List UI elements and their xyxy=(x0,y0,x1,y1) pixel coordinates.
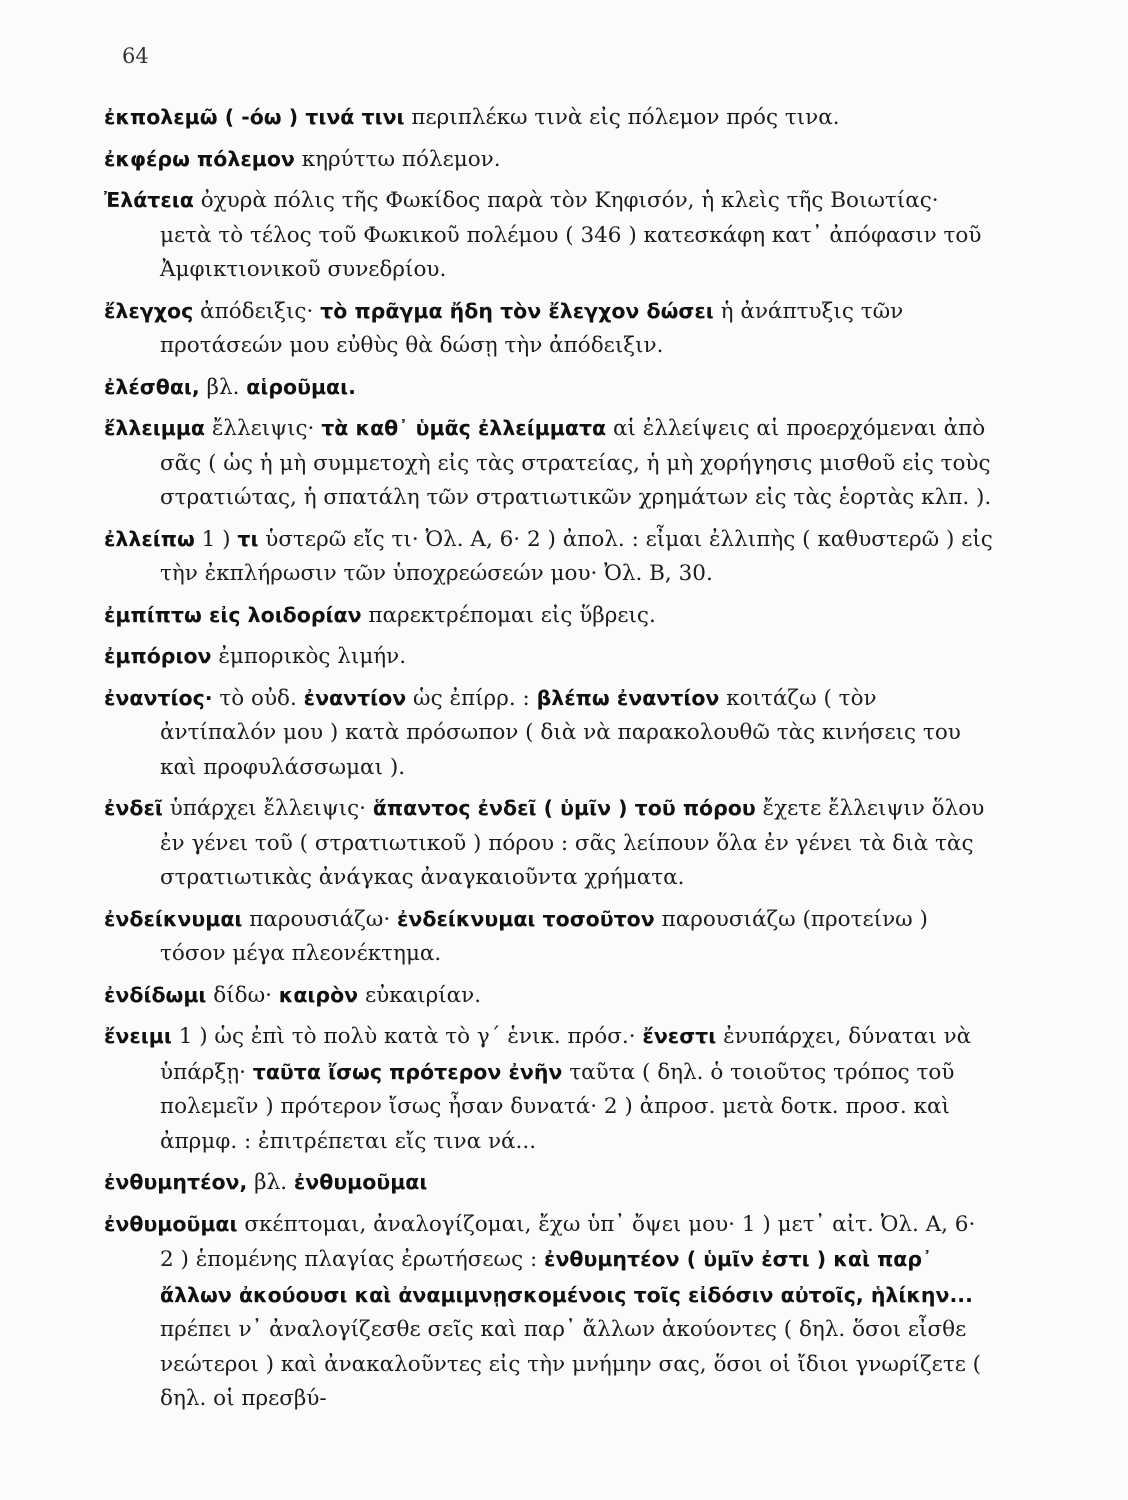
entry-term: ἐναντίον xyxy=(303,685,407,710)
dictionary-entry xyxy=(104,1207,994,1417)
entry-term: ἐνθυμητέον, xyxy=(104,1170,248,1194)
entry-definition: ταῦτα ( δηλ. ὁ τοιοῦτος τρόπος τοῦ πολεμεῖν ) πρότερον ἴσως ἦσαν δυνατά· 2 ) ἀπροσ. μετὰ δοτκ. προσ. καὶ ἀπρμφ. : ἐπιτρέπεται εἴς τινα νά... xyxy=(160,1059,955,1154)
dictionary-entry xyxy=(104,681,994,786)
entry-term: ἐμπόριον xyxy=(104,644,212,668)
entry-term: ἔλεγχος xyxy=(104,298,194,323)
entry-definition: ὑστερῶ εἴς τι· Ὀλ. Α, 6· 2 ) ἀπολ. : εἶμαι ἐλλιπὴς ( καθυστερῶ ) εἰς τὴν ἐκπλήρωσιν τῶν ὑποχρεώσεών μου· Ὀλ. Β, 30. xyxy=(160,526,993,586)
entry-definition: ὑπάρχει ἔλλειψις· xyxy=(162,796,373,821)
entry-term: ἐκφέρω πόλεμον xyxy=(104,146,295,171)
entry-term: τὸ πρᾶγμα ἤδη τὸν ἔλεγχον δώσει xyxy=(320,298,714,323)
dictionary-entry xyxy=(104,1165,994,1201)
dictionary-entry xyxy=(104,902,994,972)
entry-term: ἐνθυμοῦμαι xyxy=(104,1211,238,1236)
dictionary-entry xyxy=(104,183,994,288)
entry-term: βλέπω ἐναντίον xyxy=(536,685,720,710)
entry-term: ἐκπολεμῶ ( -όω ) τινά τινι xyxy=(104,105,405,129)
entry-term: ἐνθυμητέον ( ὑμῖν ἐστι ) καὶ παρ᾽ ἄλλων ἀκούουσι καὶ ἀναμιμνῃσκομένοις τοῖς εἰδόσιν αὐτοῖς, ἡλίκην... xyxy=(160,1247,973,1307)
dictionary-entry xyxy=(104,639,994,675)
dictionary-entry xyxy=(104,142,994,178)
entry-term: ταῦτα ἴσως πρότερον ἐνῆν xyxy=(252,1059,563,1084)
entry-definition: πρέπει ν᾽ ἀναλογίζεσθε σεῖς καὶ παρ᾽ ἄλλων ἀκούοντες ( δηλ. ὅσοι εἶσθε νεώτεροι ) καὶ ἀνακαλοῦντες εἰς τὴν μνήμην σας, ὅσοι οἱ ἴδιοι γνωρίζετε ( δηλ. οἱ πρεσβύ- xyxy=(160,1317,982,1411)
dictionary-entry xyxy=(104,598,994,634)
dictionary-entry xyxy=(104,522,994,592)
entry-term: ἐναντίος· xyxy=(104,685,213,710)
entry-term: ἐμπίπτω εἰς λοιδορίαν xyxy=(104,602,362,627)
entry-definition: παρουσιάζω (προτείνω ) τόσον μέγα πλεονέκτημα. xyxy=(160,906,928,966)
entry-term: ἔνειμι xyxy=(104,1024,172,1048)
entry-definition: ἔλλειψις· xyxy=(205,416,322,441)
entry-definition: παρεκτρέπομαι εἰς ὕβρεις. xyxy=(361,602,656,628)
entry-term: ἔνεστι xyxy=(642,1024,717,1048)
entry-definition: ἔχετε ἔλλειψιν ὅλου ἐν γένει τοῦ ( στρατιωτικοῦ ) πόρου : σᾶς λείπουν ὅλα ἐν γένει τὰ διὰ τὰς στρατιωτικὰς ἀνάγκας ἀναγκαιοῦντα χρήματα. xyxy=(160,796,985,890)
page-number: 64 xyxy=(122,44,149,68)
entry-term: ἐνδείκνυμαι τοσοῦτον xyxy=(397,906,655,931)
entry-definition: περιπλέκω τινὰ εἰς πόλεμον πρός τινα. xyxy=(404,105,840,130)
entry-definition: κοιτάζω ( τὸν ἀντίπαλόν μου ) κατὰ πρόσωπον ( διὰ νὰ παρακολουθῶ τὰς κινήσεις του καὶ προφυλάσσωμαι ). xyxy=(160,685,961,780)
entry-definition: τὸ οὐδ. xyxy=(212,685,304,711)
entry-term: ἐνδείκνυμαι xyxy=(104,906,243,931)
entry-term: καιρὸν xyxy=(278,982,359,1007)
entry-definition: βλ. xyxy=(247,1170,294,1195)
entry-term: Ἐλάτεια xyxy=(104,188,194,212)
dictionary-entries xyxy=(104,100,994,1423)
entry-term: ἔλλειμμα xyxy=(104,416,206,440)
entry-definition: βλ. xyxy=(199,374,247,400)
entry-term: ἐνθυμοῦμαι xyxy=(293,1170,428,1194)
entry-definition: κηρύττω πόλεμον. xyxy=(294,146,501,172)
entry-definition: ἡ ἀνάπτυξις τῶν προτάσεών μου εὐθὺς θὰ δώσῃ τὴν ἀπόδειξιν. xyxy=(160,298,904,358)
entry-definition: ἐνυπάρχει, δύναται νὰ ὑπάρξῃ· xyxy=(160,1024,972,1085)
dictionary-entry xyxy=(104,791,994,896)
entry-definition: παρουσιάζω· xyxy=(242,906,398,932)
dictionary-entry xyxy=(104,100,994,136)
entry-definition: ἐμπορικὸς λιμήν. xyxy=(211,644,407,669)
entry-term: αἱροῦμαι. xyxy=(246,374,356,399)
entry-term: τι xyxy=(237,526,259,551)
entry-term: ἐλλείπω xyxy=(104,526,195,551)
entry-definition: ἀπόδειξις· xyxy=(193,298,321,324)
entry-definition: σκέπτομαι, ἀναλογίζομαι, ἔχω ὑπ᾽ ὄψει μου· 1 ) μετ᾽ αἰτ. Ὀλ. Α, 6· 2 ) ἑπομένης πλαγίας ἐρωτήσεως : xyxy=(160,1211,976,1272)
entry-definition: ὀχυρὰ πόλις τῆς Φωκίδος παρὰ τὸν Κηφισόν, ἡ κλεὶς τῆς Βοιωτίας· μετὰ τὸ τέλος τοῦ Φωκικοῦ πολέμου ( 346 ) κατεσκάφη κατ᾽ ἀπόφασιν τοῦ Ἀμφικτιονικοῦ συνεδρίου. xyxy=(160,188,982,282)
entry-definition: ὡς ἐπίρρ. : xyxy=(406,685,537,711)
entry-definition: δίδω· xyxy=(206,982,279,1008)
entry-definition: εὐκαιρίαν. xyxy=(358,982,482,1008)
dictionary-entry xyxy=(104,294,994,364)
dictionary-entry xyxy=(104,1019,994,1159)
entry-term: ἐνδεῖ xyxy=(104,796,163,820)
dictionary-entry xyxy=(104,978,994,1014)
entry-term: ἐνδίδωμι xyxy=(104,982,207,1007)
entry-definition: 1 ) xyxy=(194,526,238,552)
entry-term: ἅπαντος ἐνδεῖ ( ὑμῖν ) τοῦ πόρου xyxy=(372,796,756,820)
entry-term: ἐλέσθαι, xyxy=(104,374,200,399)
entry-definition: αἱ ἐλλείψεις αἱ προερχόμεναι ἀπὸ σᾶς ( ὡς ἡ μὴ συμμετοχὴ εἰς τὰς στρατείας, ἡ μὴ χορήγησις μισθοῦ εἰς τοὺς στρατιώτας, ἡ σπατάλη τῶν στρατιωτικῶν χρημάτων εἰς τὰς ἑορτὰς κλπ. ). xyxy=(160,416,992,510)
entry-definition: 1 ) ὡς ἐπὶ τὸ πολὺ κατὰ τὸ γ΄ ἑνικ. πρόσ.· xyxy=(171,1024,643,1049)
dictionary-entry xyxy=(104,370,994,406)
entry-term: τὰ καθ᾽ ὑμᾶς ἐλλείμματα xyxy=(321,416,607,440)
dictionary-entry xyxy=(104,411,994,516)
